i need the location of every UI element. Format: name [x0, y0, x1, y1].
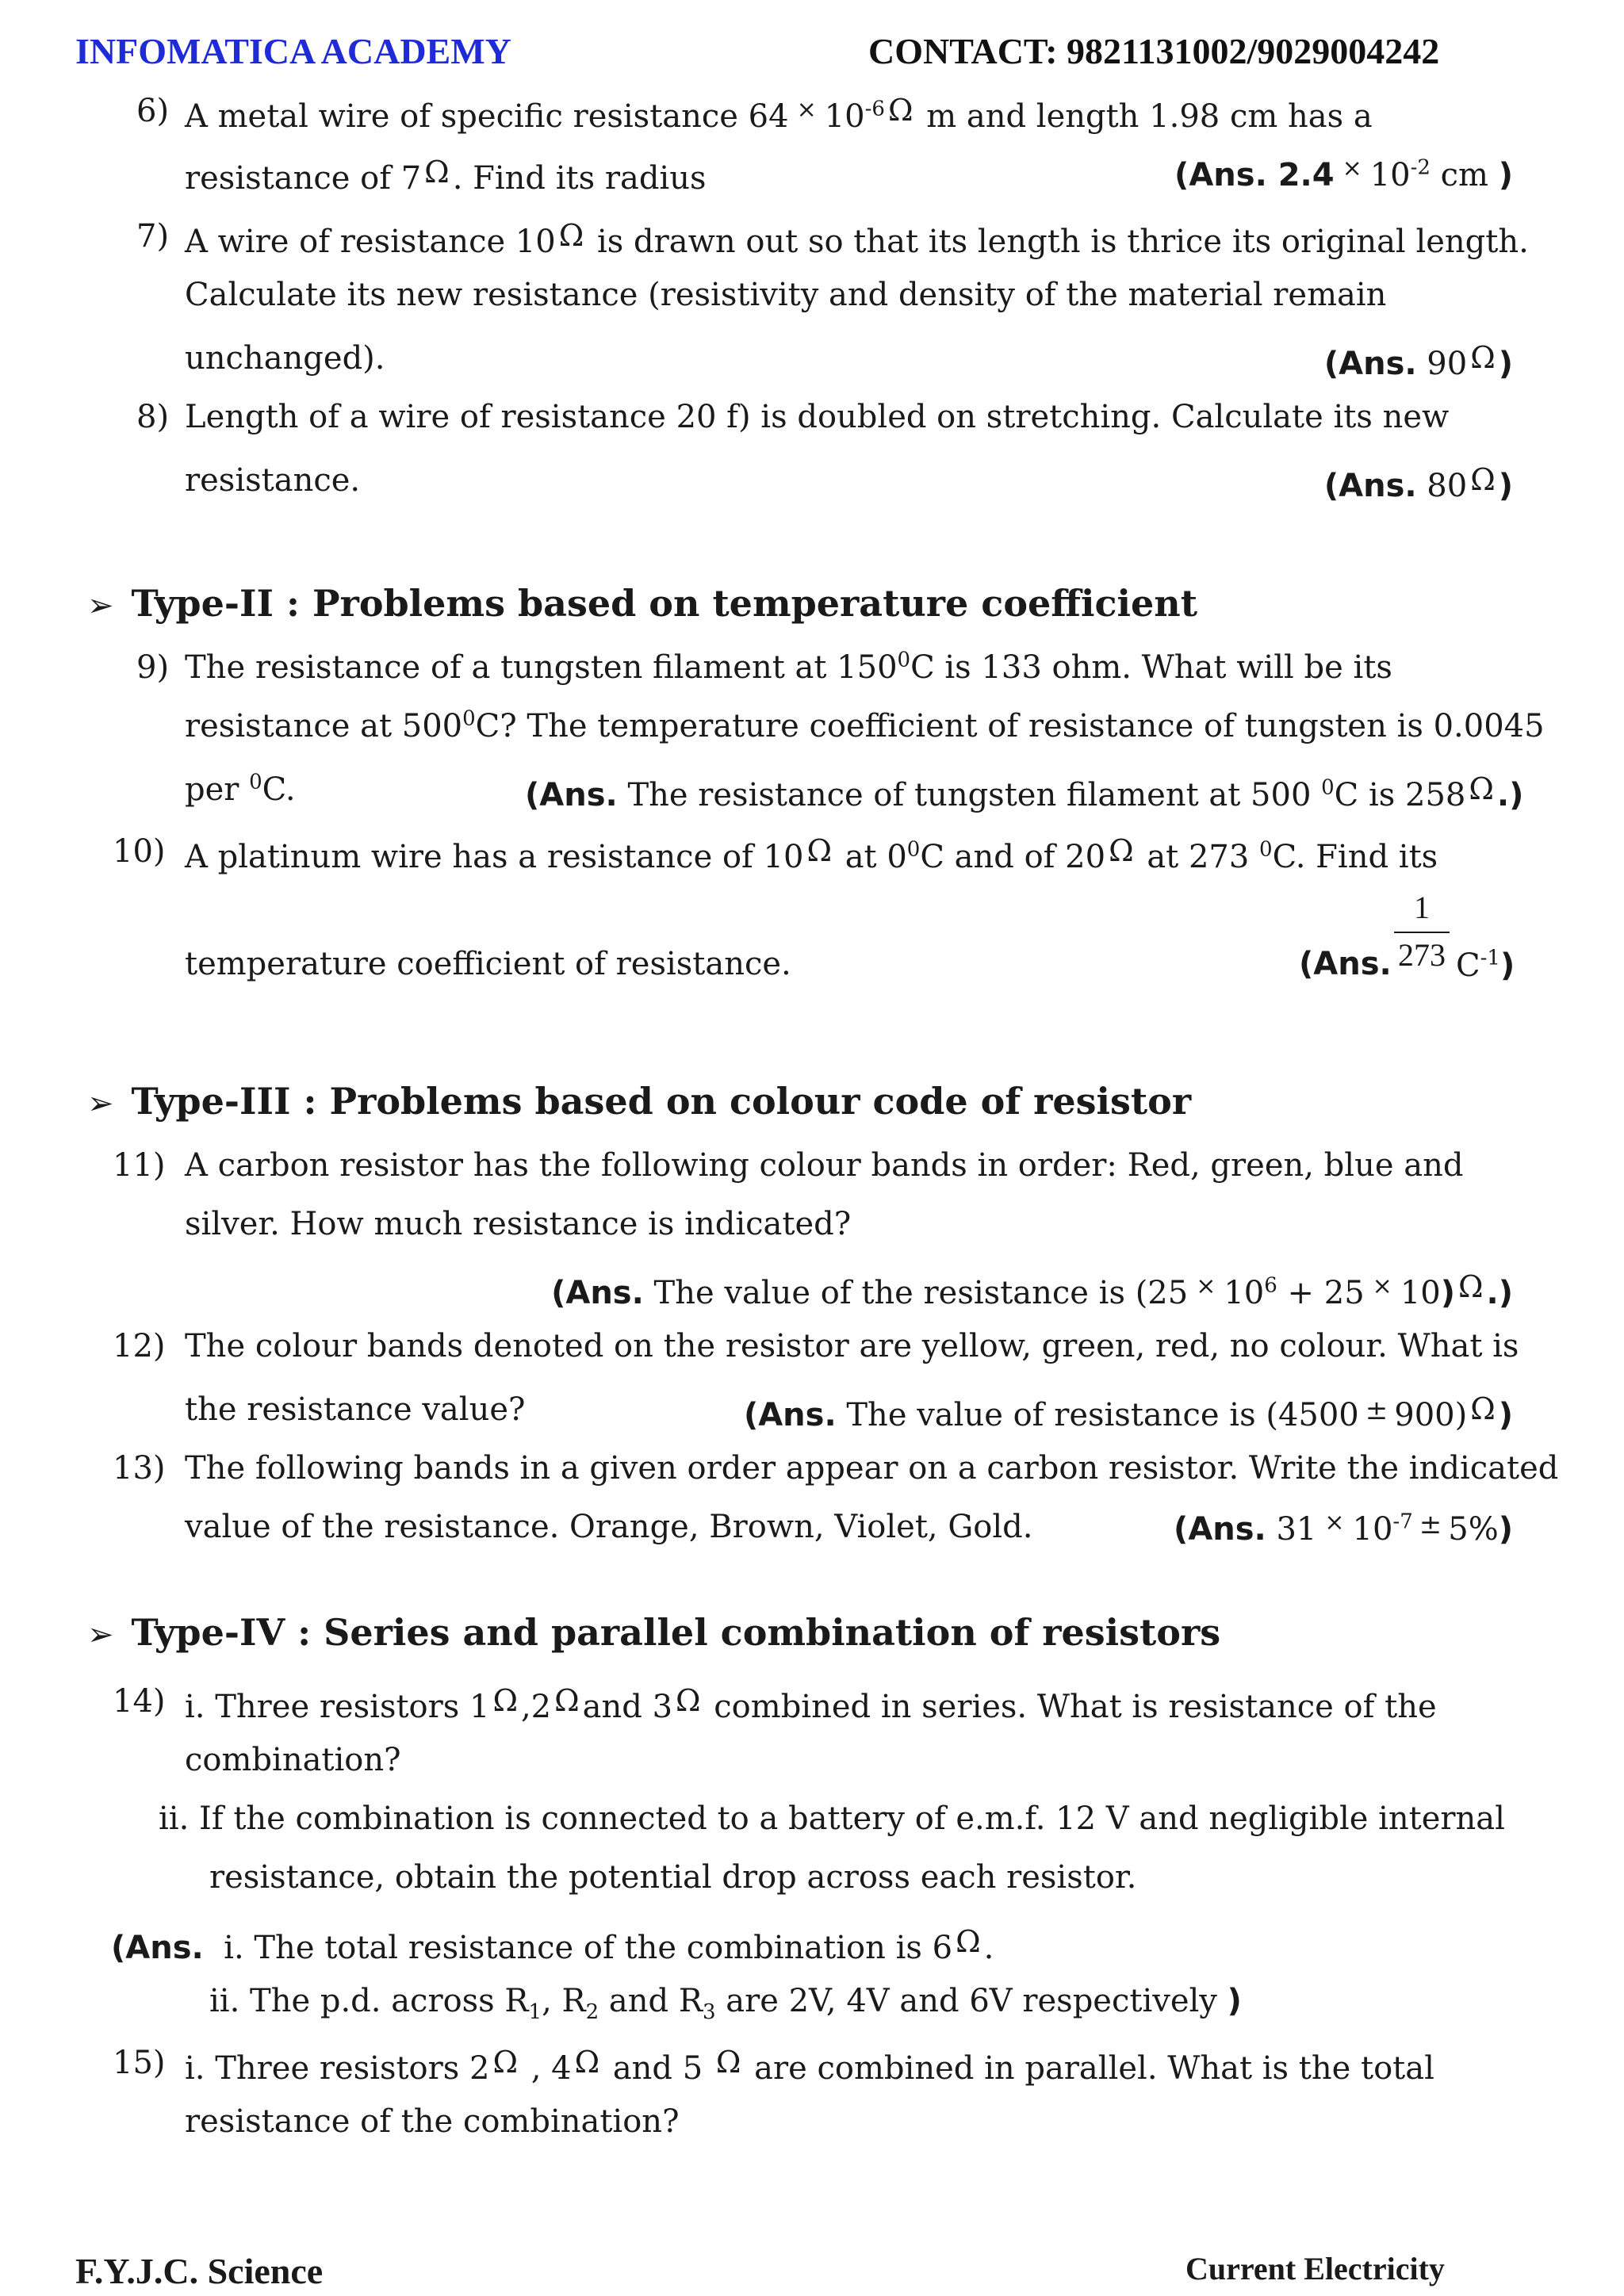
q14-answer-line2: ii. The p.d. across $R_1$, $R_2$ and $R_3$ are 2V, 4V and 6V respectively ): [209, 1983, 1242, 2024]
q15-line1: i. Three resistors 2 Ω , 4 Ω and 5 Ω are combined in parallel. What is the total: [185, 2045, 1434, 2087]
ohm-symbol: Ω: [1469, 771, 1494, 806]
times-sign: ×: [1324, 1509, 1345, 1536]
ohm-symbol: Ω: [887, 93, 914, 128]
q14-answer-line1: (Ans. i. The total resistance of the combination is 6 Ω .: [111, 1924, 994, 1966]
section-heading-type-2: ➢ Type-II : Problems based on temperature coefficient: [87, 582, 1197, 625]
ohm-symbol: Ω: [1470, 462, 1496, 497]
q14-number: 14): [113, 1683, 166, 1720]
ohm-symbol: Ω: [492, 2045, 518, 2080]
arrow-bullet-icon: ➢: [87, 1617, 114, 1653]
footer-chapter: Current Electricity: [1185, 2251, 1445, 2286]
q7-line3: unchanged).: [185, 340, 385, 377]
ohm-symbol: Ω: [1470, 1391, 1496, 1426]
q8-number: 8): [136, 399, 170, 435]
q14-line2: combination?: [185, 1742, 401, 1778]
q14-sub2-line1: ii. If the combination is connected to a battery of e.m.f. 12 V and negligible internal: [159, 1800, 1505, 1837]
arrow-bullet-icon: ➢: [87, 1085, 114, 1122]
q12-answer: (Ans. The value of resistance is (4500 ± 900) Ω ): [743, 1391, 1513, 1433]
q8-answer: (Ans. 80 Ω ): [1323, 462, 1513, 504]
times-sign: ×: [796, 96, 817, 124]
q14-line1: i. Three resistors 1 Ω ,2 Ω and 3 Ω combined in series. What is resistance of the: [185, 1683, 1437, 1725]
academy-name: INFOMATICA ACADEMY: [75, 31, 511, 71]
q13-line1: The following bands in a given order appear on a carbon resistor. Write the indicated: [185, 1450, 1559, 1487]
q13-answer: (Ans. 31 × $10^{-7}$ ± 5%): [1174, 1509, 1513, 1548]
q9-answer: (Ans. The resistance of tungsten filament at 500 $^0$C is 258 Ω .): [525, 771, 1524, 813]
ohm-symbol: Ω: [1458, 1269, 1484, 1304]
q11-line1: A carbon resistor has the following colour bands in order: Red, green, blue and: [185, 1147, 1464, 1184]
q11-number: 11): [113, 1147, 166, 1184]
q7-line2: Calculate its new resistance (resistivity and density of the material remain: [185, 277, 1387, 313]
q8-line1: Length of a wire of resistance 20 f) is doubled on stretching. Calculate its new: [185, 399, 1450, 435]
q12-line2: the resistance value?: [185, 1391, 526, 1428]
q11-line2: silver. How much resistance is indicated?: [185, 1206, 852, 1242]
ohm-symbol: Ω: [574, 2045, 600, 2080]
ohm-symbol: Ω: [1470, 340, 1496, 375]
footer-class: F.Y.J.C. Science: [75, 2251, 324, 2291]
q14-sub2-line2: resistance, obtain the potential drop across each resistor.: [209, 1859, 1137, 1896]
ohm-symbol: Ω: [1109, 833, 1134, 868]
q8-line2: resistance.: [185, 462, 361, 499]
q7-line1: A wire of resistance 10 Ω is drawn out so that its length is thrice its original length.: [185, 218, 1529, 260]
q10-line2: temperature coefficient of resistance.: [185, 946, 791, 982]
times-sign: ×: [1342, 155, 1362, 182]
q6-line1: A metal wire of specific resistance 64 × $10^{-6}$ Ω m and length 1.98 cm has a: [185, 93, 1373, 135]
q13-line2: value of the resistance. Orange, Brown, Violet, Gold.: [185, 1509, 1033, 1545]
q10-answer-unit: $C^{-1}$): [1456, 946, 1515, 984]
ohm-symbol: Ω: [492, 1683, 518, 1718]
q10-number: 10): [113, 833, 166, 870]
arrow-bullet-icon: ➢: [87, 587, 114, 624]
section-heading-type-4: ➢ Type-IV : Series and parallel combination of resistors: [87, 1611, 1221, 1654]
q6-number: 6): [136, 93, 170, 129]
q10-line1: A platinum wire has a resistance of 10 Ω at $0^0C$ and of 20 Ω at 273 $^0$C. Find its: [185, 833, 1438, 875]
ohm-symbol: Ω: [956, 1924, 981, 1959]
ohm-symbol: Ω: [424, 155, 450, 189]
q6-answer: (Ans. 2.4 × $10^{-2}$ cm ): [1174, 155, 1513, 193]
q12-number: 12): [113, 1328, 166, 1364]
q7-answer: (Ans. 90 Ω ): [1323, 340, 1513, 382]
q10-answer-fraction: $\frac{1}{273}$: [1394, 892, 1450, 971]
ohm-symbol: Ω: [676, 1683, 701, 1718]
q10-answer-label: (Ans.: [1299, 946, 1392, 982]
q9-line1: The resistance of a tungsten filament at $150^0C$ is 133 ohm. What will be its: [185, 648, 1392, 686]
q9-line3: per $^0$C.: [185, 770, 296, 808]
q11-answer: (Ans. The value of the resistance is (25 × $10^6 + 25$ × 10) Ω .): [551, 1269, 1513, 1311]
times-sign: ×: [1196, 1272, 1216, 1300]
ohm-symbol: Ω: [806, 833, 832, 868]
q6-line2: resistance of 7 Ω . Find its radius: [185, 155, 707, 197]
q9-number: 9): [136, 649, 170, 686]
section-heading-type-3: ➢ Type-III : Problems based on colour code of resistor: [87, 1080, 1192, 1123]
q12-line1: The colour bands denoted on the resistor are yellow, green, red, no colour. What is: [185, 1328, 1519, 1364]
ohm-symbol: Ω: [715, 2045, 741, 2080]
contact-info: CONTACT: 9821131002/9029004242: [868, 31, 1440, 71]
q7-number: 7): [136, 218, 170, 254]
q9-line2: resistance at $500^0C$? The temperature coefficient of resistance of tungsten is 0.0045: [185, 706, 1545, 744]
q13-number: 13): [113, 1450, 166, 1487]
ohm-symbol: Ω: [558, 218, 584, 253]
plus-minus-sign: ±: [1365, 1395, 1388, 1426]
q15-line2: resistance of the combination?: [185, 2103, 680, 2140]
q15-number: 15): [113, 2045, 166, 2081]
plus-minus-sign: ±: [1419, 1509, 1442, 1540]
times-sign: ×: [1372, 1272, 1392, 1300]
ohm-symbol: Ω: [554, 1683, 580, 1718]
